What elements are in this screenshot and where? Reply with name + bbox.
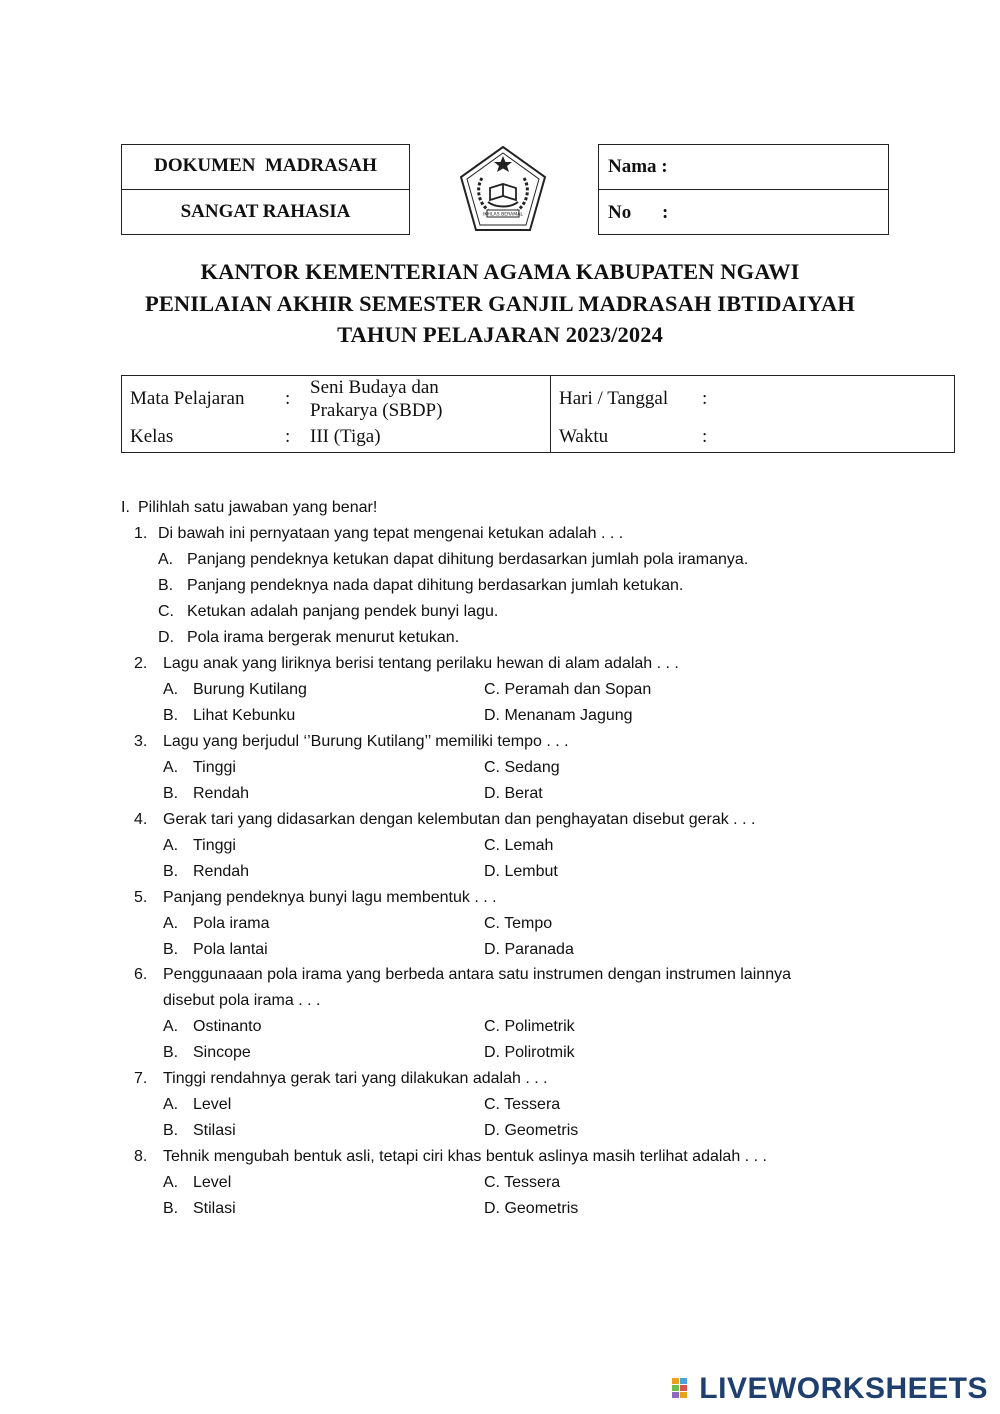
question-5-text: Panjang pendeknya bunyi lagu membentuk . . . bbox=[163, 889, 497, 906]
name-label: Nama : bbox=[608, 156, 668, 177]
day-date-colon: : bbox=[702, 388, 708, 409]
number-colon: : bbox=[662, 202, 669, 223]
divider bbox=[550, 376, 551, 452]
q3-option-a[interactable]: Tinggi bbox=[193, 759, 236, 776]
question-7-text: Tinggi rendahnya gerak tari yang dilakukan adalah . . . bbox=[163, 1070, 548, 1087]
question-6-text: Penggunaaan pola irama yang berbeda antara satu instrumen dengan instrumen lainnya bbox=[163, 966, 791, 983]
q8-option-a-letter: A. bbox=[163, 1174, 179, 1191]
q1-option-b-letter: B. bbox=[158, 577, 174, 594]
q6-option-a-letter: A. bbox=[163, 1018, 179, 1035]
q1-option-d-letter: D. bbox=[158, 629, 174, 646]
book-icon bbox=[490, 184, 516, 200]
subject-colon: : bbox=[285, 388, 291, 409]
q3-option-b[interactable]: Rendah bbox=[193, 785, 250, 802]
q5-option-a[interactable]: Pola irama bbox=[193, 915, 270, 932]
q8-option-c[interactable]: C. Tessera bbox=[484, 1174, 561, 1191]
time-label: Waktu bbox=[559, 426, 609, 447]
q4-option-b-letter: B. bbox=[163, 863, 179, 880]
document-type-label: DOKUMEN MADRASAH bbox=[154, 155, 377, 176]
confidential-label: SANGAT RAHASIA bbox=[180, 201, 351, 222]
question-8-text: Tehnik mengubah bentuk asli, tetapi ciri khas bentuk aslinya masih terlihat adalah . . . bbox=[163, 1148, 767, 1165]
ministry-emblem-logo bbox=[458, 144, 548, 234]
q6-option-d[interactable]: D. Polirotmik bbox=[484, 1044, 575, 1061]
exam-info-table bbox=[121, 375, 955, 453]
star-icon bbox=[494, 156, 512, 172]
divider bbox=[122, 189, 409, 190]
q2-option-d[interactable]: D. Menanam Jagung bbox=[484, 707, 633, 724]
q6-option-c[interactable]: C. Polimetrik bbox=[484, 1018, 575, 1035]
class-colon: : bbox=[285, 426, 291, 447]
subject-value-line1: Seni Budaya dan bbox=[310, 377, 439, 398]
q6-option-b[interactable]: Sincope bbox=[193, 1044, 251, 1061]
q5-option-b-letter: B. bbox=[163, 941, 179, 958]
q2-option-a[interactable]: Burung Kutilang bbox=[193, 681, 307, 698]
q3-option-c[interactable]: C. Sedang bbox=[484, 759, 560, 776]
office-title: KANTOR KEMENTERIAN AGAMA KABUPATEN NGAWI bbox=[200, 259, 800, 284]
q6-option-a[interactable]: Ostinanto bbox=[193, 1018, 262, 1035]
q2-option-a-letter: A. bbox=[163, 681, 179, 698]
question-1-number: 1. bbox=[134, 525, 148, 542]
question-2-text: Lagu anak yang liriknya berisi tentang perilaku hewan di alam adalah . . . bbox=[163, 655, 679, 672]
q7-option-c[interactable]: C. Tessera bbox=[484, 1096, 561, 1113]
academic-year-title: TAHUN PELAJARAN 2023/2024 bbox=[337, 322, 663, 347]
q7-option-a[interactable]: Level bbox=[193, 1096, 232, 1113]
exam-title: PENILAIAN AKHIR SEMESTER GANJIL MADRASAH IBTIDAIYAH bbox=[144, 291, 856, 316]
q4-option-d[interactable]: D. Lembut bbox=[484, 863, 558, 880]
question-6-number: 6. bbox=[134, 966, 148, 983]
q1-option-c[interactable]: Ketukan adalah panjang pendek bunyi lagu. bbox=[187, 603, 499, 620]
q7-option-a-letter: A. bbox=[163, 1096, 179, 1113]
class-label: Kelas bbox=[130, 426, 174, 447]
q4-option-a-letter: A. bbox=[163, 837, 179, 854]
q7-option-b-letter: B. bbox=[163, 1122, 179, 1139]
q8-option-a[interactable]: Level bbox=[193, 1174, 232, 1191]
subject-value-line2: Prakarya (SBDP) bbox=[310, 400, 443, 421]
number-label: No bbox=[608, 202, 632, 223]
q1-option-b[interactable]: Panjang pendeknya nada dapat dihitung berdasarkan jumlah ketukan. bbox=[187, 577, 684, 594]
q4-option-a[interactable]: Tinggi bbox=[193, 837, 236, 854]
q1-option-d[interactable]: Pola irama bergerak menurut ketukan. bbox=[187, 629, 460, 646]
question-3-text: Lagu yang berjudul ‘’Burung Kutilang’’ memiliki tempo . . . bbox=[163, 733, 569, 750]
subject-label: Mata Pelajaran bbox=[130, 388, 245, 409]
q1-option-c-letter: C. bbox=[158, 603, 174, 620]
question-5-number: 5. bbox=[134, 889, 148, 906]
q8-option-d[interactable]: D. Geometris bbox=[484, 1200, 579, 1217]
q4-option-b[interactable]: Rendah bbox=[193, 863, 250, 880]
question-4-text: Gerak tari yang didasarkan dengan kelembutan dan penghayatan disebut gerak . . . bbox=[163, 811, 756, 828]
logo-motto-text: IKHLAS BERAMAL bbox=[483, 212, 523, 218]
question-2-number: 2. bbox=[134, 655, 148, 672]
question-3-number: 3. bbox=[134, 733, 148, 750]
section-instruction: Pilihlah satu jawaban yang benar! bbox=[138, 499, 378, 516]
q5-option-c[interactable]: C. Tempo bbox=[484, 915, 553, 932]
q8-option-b-letter: B. bbox=[163, 1200, 179, 1217]
q2-option-b[interactable]: Lihat Kebunku bbox=[193, 707, 296, 724]
q6-option-b-letter: B. bbox=[163, 1044, 179, 1061]
q1-option-a-letter: A. bbox=[158, 551, 174, 568]
q5-option-b[interactable]: Pola lantai bbox=[193, 941, 268, 958]
q8-option-b[interactable]: Stilasi bbox=[193, 1200, 236, 1217]
question-1-text: Di bawah ini pernyataan yang tepat mengenai ketukan adalah . . . bbox=[158, 525, 624, 542]
q3-option-b-letter: B. bbox=[163, 785, 179, 802]
question-8-number: 8. bbox=[134, 1148, 148, 1165]
q1-option-a[interactable]: Panjang pendeknya ketukan dapat dihitung berdasarkan jumlah pola iramanya. bbox=[187, 551, 749, 568]
q3-option-a-letter: A. bbox=[163, 759, 179, 776]
liveworksheets-watermark bbox=[672, 1372, 988, 1406]
q7-option-d[interactable]: D. Geometris bbox=[484, 1122, 579, 1139]
section-number: I. bbox=[121, 499, 130, 516]
q4-option-c[interactable]: C. Lemah bbox=[484, 837, 554, 854]
question-6-text-continued: disebut pola irama . . . bbox=[163, 992, 321, 1009]
time-colon: : bbox=[702, 426, 708, 447]
q5-option-a-letter: A. bbox=[163, 915, 179, 932]
q2-option-b-letter: B. bbox=[163, 707, 179, 724]
watermark-text: LIVEWORKSHEETS bbox=[699, 1372, 988, 1405]
q5-option-d[interactable]: D. Paranada bbox=[484, 941, 574, 958]
day-date-label: Hari / Tanggal bbox=[559, 388, 669, 409]
q3-option-d[interactable]: D. Berat bbox=[484, 785, 543, 802]
q7-option-b[interactable]: Stilasi bbox=[193, 1122, 236, 1139]
question-7-number: 7. bbox=[134, 1070, 148, 1087]
divider bbox=[599, 189, 888, 190]
liveworksheets-logo-icon bbox=[672, 1376, 696, 1402]
q2-option-c[interactable]: C. Peramah dan Sopan bbox=[484, 681, 652, 698]
question-4-number: 4. bbox=[134, 811, 148, 828]
class-value: III (Tiga) bbox=[310, 426, 381, 447]
